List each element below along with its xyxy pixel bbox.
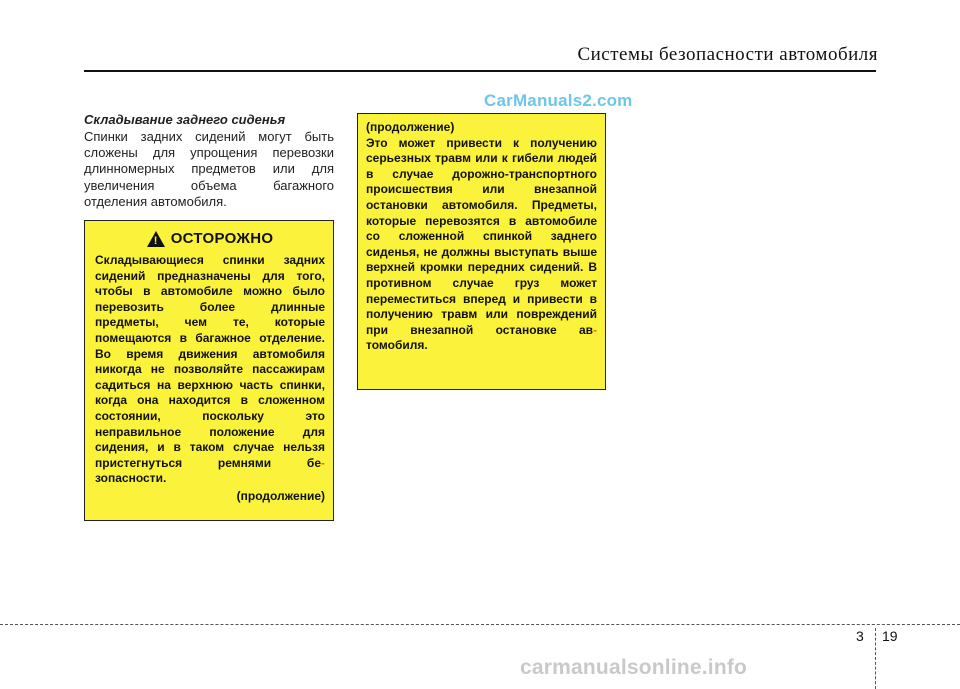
- continuation-label: (продолжение): [366, 120, 455, 134]
- warning-continued-label: (продолжение): [236, 488, 325, 503]
- warning-body: Складывающиеся спинки задних сидений предназначены для того, чтобы в автомобиле можно было перевозить более длинные предметы, чем те, которые помещаются в багажное отделение. Во время движения автомобиля никогда не позволяйте пассажирам садиться на верхнюю часть спинки, когда она находится в сложенном состоянии, поскольку это неправильное положение для сидения, и в таком случае нельзя пристегнуться ремнями бе: [95, 253, 325, 470]
- page-number-divider: [875, 628, 876, 689]
- continuation-hyphen: -: [593, 322, 597, 337]
- footer-divider: [0, 624, 960, 625]
- warning-header: [95, 231, 325, 247]
- continuation-body: Это может привести к получению серьезных травм или к гибели людей в случае дорожно-транспортного происшествия или внезапной остановки автомобиля. Предметы, которые перевозятся в автомобиле со сложенной спинкой заднего сиденья, не должны выступать выше верхней кромки передних сидений. В противном случае груз может переместиться вперед и привести в получению травм или повреждений при внезапной остановке ав: [366, 135, 597, 337]
- page-number: 19: [882, 628, 898, 644]
- warning-box: [84, 220, 334, 521]
- section-intro-text: Спинки задних сидений могут быть сложены для упрощения перевозки длинномерных предметов или для увеличения объема багажного отделения автомобиля.: [84, 129, 334, 209]
- warning-body-end: зопасности.: [95, 471, 167, 486]
- watermark-top: CarManuals2.com: [484, 91, 633, 110]
- header-divider: [84, 70, 876, 72]
- continuation-body-end: томобиля.: [366, 338, 428, 353]
- warning-continuation-box: [357, 113, 606, 390]
- continuation-text: [366, 136, 597, 354]
- warning-hyphen: -: [321, 455, 325, 470]
- page-header-title: Системы безопасности автомобиля: [577, 44, 878, 65]
- warning-text: [95, 253, 325, 487]
- chapter-number: 3: [856, 628, 864, 644]
- watermark-bottom: carmanualsonline.info: [520, 656, 748, 679]
- warning-triangle-icon: !: [147, 231, 165, 247]
- section-title: Складывание заднего сиденья: [84, 112, 286, 127]
- warning-heading: ОСТОРОЖНО: [170, 230, 274, 248]
